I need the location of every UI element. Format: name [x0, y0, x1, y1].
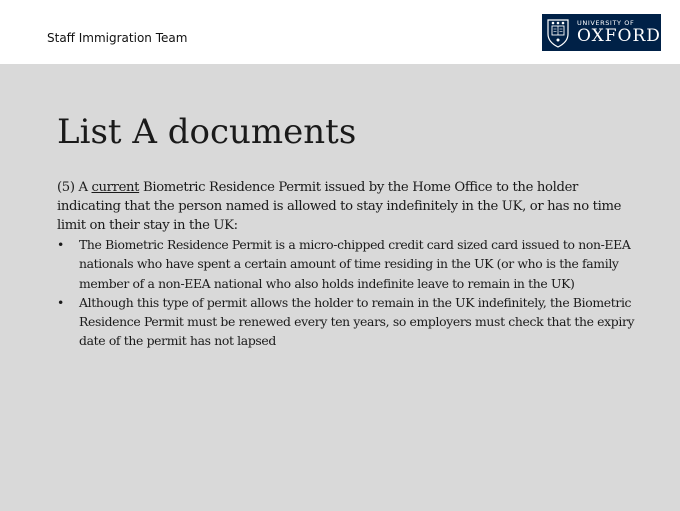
slide-body	[57, 178, 637, 351]
list-item	[57, 235, 637, 293]
bullet-list	[57, 235, 637, 351]
bullet-marker: •	[57, 237, 64, 252]
bullet-text: The Biometric Residence Permit is a micro-chipped credit card sized card issued to non-EEA nationals who have spent a certain amount of time residing in the UK (or who is the family member of a non-EEA national who also holds indefinite leave to remain in the UK)	[79, 237, 631, 291]
intro-prefix: (5) A	[57, 180, 92, 195]
logo-text	[577, 20, 661, 46]
intro-emphasis: current	[91, 180, 140, 195]
bullet-marker: •	[57, 294, 64, 310]
intro-paragraph	[57, 178, 637, 235]
bullet-text: Although this type of permit allows the holder to remain in the UK indefinitely, the Biometric Residence Permit must be renewed every ten years, so employers must check that the expiry date of the permit has not lapsed	[79, 294, 635, 349]
list-item	[57, 293, 637, 351]
slide-header	[0, 0, 680, 64]
logo-oxford-label: OXFORD	[577, 26, 661, 47]
intro-rest: Biometric Residence Permit issued by the Home Office to the holder indicating that the person named is allowed to stay indefinitely in the UK, or has no time limit on their stay in the UK:	[57, 180, 622, 233]
slide-title: List A documents	[57, 112, 357, 152]
oxford-logo	[542, 14, 661, 51]
team-name: Staff Immigration Team	[47, 31, 188, 45]
logo-university-label: UNIVERSITY OF	[577, 18, 635, 27]
oxford-crest-icon	[545, 17, 571, 48]
slide-content	[0, 64, 680, 511]
